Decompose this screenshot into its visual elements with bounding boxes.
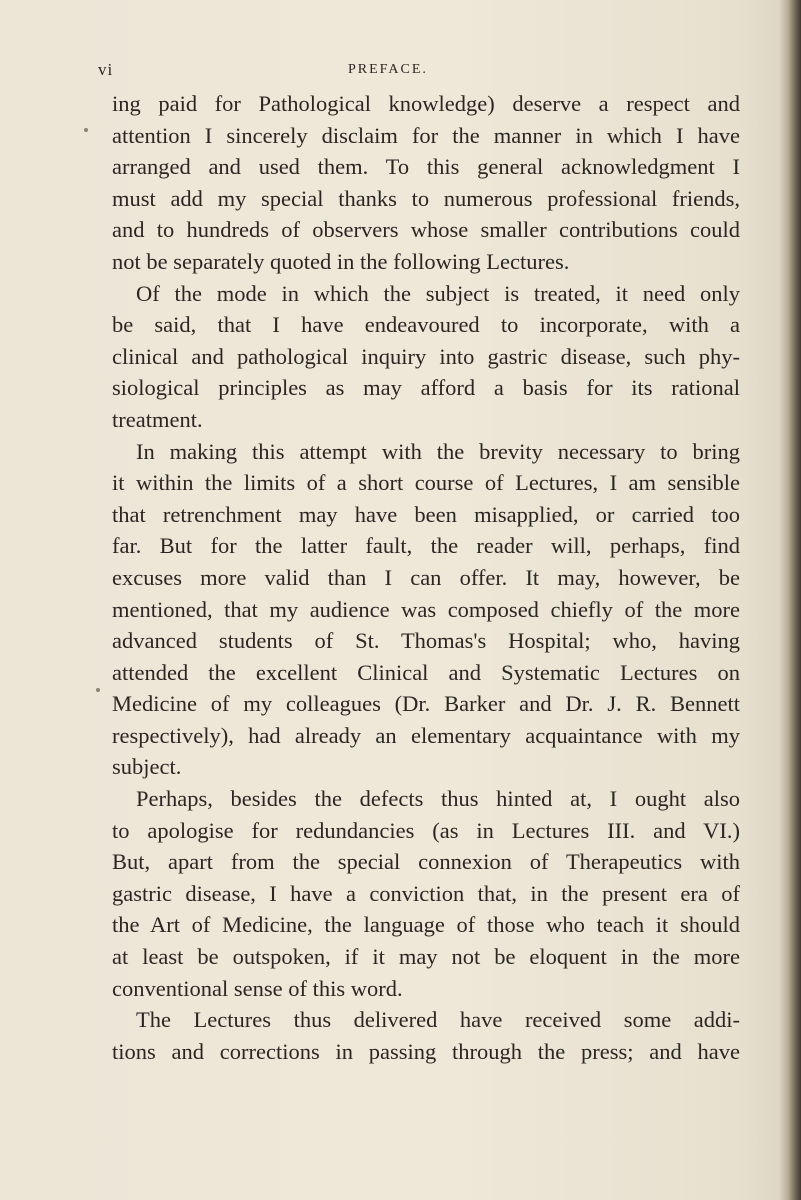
text-line: tions and corrections in passing through the press; and have bbox=[112, 1038, 740, 1064]
page-header bbox=[98, 60, 738, 84]
text-line: Of the mode in which the subject is treated, it need only bbox=[136, 280, 740, 306]
text-line: subject. bbox=[112, 754, 182, 780]
page-binding-shadow bbox=[779, 0, 801, 1200]
text-line: the Art of Medicine, the language of those who teach it should bbox=[112, 912, 740, 938]
text-line: be said, that I have endeavoured to incorporate, with a bbox=[112, 312, 740, 338]
page-number: vi bbox=[98, 60, 114, 79]
text-line: The Lectures thus delivered have received some addi- bbox=[136, 1007, 740, 1033]
text-line: and to hundreds of observers whose smaller contributions could bbox=[112, 217, 740, 243]
text-line: gastric disease, I have a conviction that, in the present era of bbox=[112, 880, 740, 906]
text-line: respectively), had already an elementary acquaintance with my bbox=[112, 722, 740, 748]
text-line: clinical and pathological inquiry into gastric disease, such phy- bbox=[112, 343, 740, 369]
text-line: arranged and used them. To this general acknowledgment I bbox=[112, 154, 740, 180]
text-line: to apologise for redundancies (as in Lectures III. and VI.) bbox=[112, 817, 740, 843]
text-line: Medicine of my colleagues (Dr. Barker and Dr. J. R. Bennett bbox=[112, 691, 740, 717]
text-line: not be separately quoted in the following Lectures. bbox=[112, 248, 570, 274]
running-head: PREFACE. bbox=[348, 62, 428, 77]
text-line: advanced students of St. Thomas's Hospital; who, having bbox=[112, 628, 740, 654]
text-line: it within the limits of a short course of Lectures, I am sensible bbox=[112, 470, 740, 496]
text-line: excuses more valid than I can offer. It may, however, be bbox=[112, 564, 740, 590]
text-line: conventional sense of this word. bbox=[112, 975, 403, 1001]
preface-text-block bbox=[112, 88, 740, 1067]
text-line: Perhaps, besides the defects thus hinted at, I ought also bbox=[136, 786, 740, 812]
text-line: attended the excellent Clinical and Systematic Lectures on bbox=[112, 659, 740, 685]
text-line: ing paid for Pathological knowledge) deserve a respect and bbox=[112, 91, 740, 116]
text-line: at least be outspoken, if it may not be eloquent in the more bbox=[112, 944, 740, 970]
ink-speck bbox=[84, 128, 88, 132]
text-line: mentioned, that my audience was composed chiefly of the more bbox=[112, 596, 740, 622]
text-line: attention I sincerely disclaim for the manner in which I have bbox=[112, 122, 740, 148]
text-line: But, apart from the special connexion of Therapeutics with bbox=[112, 849, 740, 875]
text-line: treatment. bbox=[112, 406, 203, 432]
text-line: that retrenchment may have been misapplied, or carried too bbox=[112, 501, 740, 527]
text-line: must add my special thanks to numerous professional friends, bbox=[112, 185, 740, 211]
text-line: In making this attempt with the brevity necessary to bring bbox=[136, 438, 740, 464]
text-line: far. But for the latter fault, the reader will, perhaps, find bbox=[112, 533, 740, 559]
text-line: siological principles as may afford a basis for its rational bbox=[112, 375, 740, 401]
ink-speck bbox=[96, 688, 100, 692]
